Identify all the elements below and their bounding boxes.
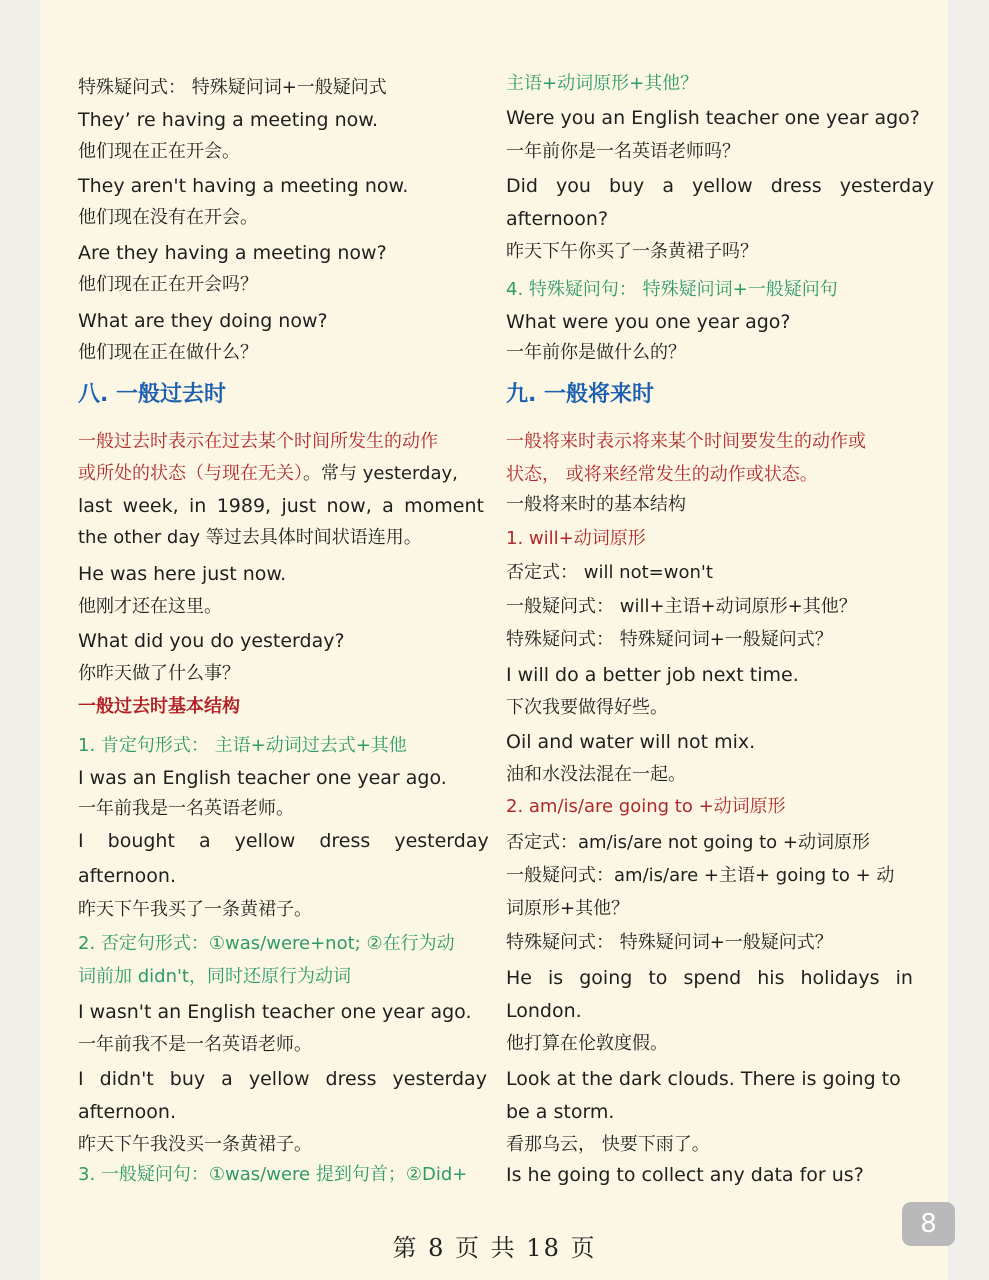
definition-line: 一般将来时的基本结构 [506, 494, 686, 515]
definition-line: 一般将来时表示将来某个时间要发生的动作或 [506, 431, 866, 452]
example-line: I was an English teacher one year ago. [78, 767, 447, 789]
text-line: 他们现在正在开会。 [78, 141, 240, 162]
definition-text-red: 或所处的状态（与现在无关） [78, 463, 303, 484]
text-line: 他们现在没有在开会。 [78, 207, 258, 228]
example-line: Look at the dark clouds. There is going to [506, 1068, 901, 1090]
rule-line: 2. am/is/are going to +动词原形 [506, 796, 786, 817]
text-line: They aren't having a meeting now. [78, 175, 409, 197]
example-line: What were you one year ago? [506, 311, 791, 333]
definition-text: 。常与 yesterday, [303, 463, 458, 484]
rule-line: 1. 肯定句形式： 主语+动词过去式+其他 [78, 735, 407, 756]
rule-line: 特殊疑问式： 特殊疑问词+一般疑问式？ [506, 932, 833, 953]
definition-line [78, 461, 484, 487]
example-line: 他打算在伦敦度假。 [506, 1033, 668, 1054]
example-line: Did you buy a yellow dress yesterday [506, 175, 935, 197]
definition-line: 状态， 或将来经常发生的动作或状态。 [506, 464, 818, 485]
rule-line: 否定式： will not=won't [506, 562, 713, 583]
rule-line: 否定式：am/is/are not going to +动词原形 [506, 832, 870, 853]
example-line: I wasn't an English teacher one year ago. [78, 1001, 472, 1023]
section-heading-past-tense: 八. 一般过去时 [78, 382, 227, 407]
example-line: I didn't buy a yellow dress yesterday [78, 1068, 487, 1090]
rule-line: 一般疑问式： will+主语+动词原形+其他？ [506, 596, 857, 617]
text-line: What are they doing now? [78, 310, 328, 332]
text-line: 特殊疑问式： 特殊疑问词+一般疑问式 [78, 77, 387, 98]
example-line: 一年前你是做什么的？ [506, 342, 686, 363]
rule-line: 特殊疑问式： 特殊疑问词+一般疑问式？ [506, 629, 833, 650]
example-line: 一年前我是一名英语老师。 [78, 798, 294, 819]
example-line: 你昨天做了什么事？ [78, 663, 240, 684]
example-line: 一年前你是一名英语老师吗？ [506, 141, 740, 162]
page-badge[interactable]: 8 [902, 1202, 955, 1246]
rule-line: 1. will+动词原形 [506, 528, 646, 549]
example-line: afternoon? [506, 208, 609, 230]
definition-line: 一般过去时表示在过去某个时间所发生的动作 [78, 431, 438, 452]
rule-line: 一般疑问式：am/is/are +主语+ going to + 动 [506, 865, 895, 886]
rule-line: 词原形+其他？ [506, 898, 630, 919]
example-line: 油和水没法混在一起。 [506, 764, 686, 785]
example-line: 他刚才还在这里。 [78, 596, 222, 617]
example-line: 昨天下午你买了一条黄裙子吗？ [506, 241, 758, 262]
rule-line: 3. 一般疑问句：①was/were 提到句首；②Did+ [78, 1164, 468, 1185]
example-line: What did you do yesterday? [78, 630, 345, 652]
example-line: afternoon. [78, 1101, 176, 1123]
example-line: 昨天下午我买了一条黄裙子。 [78, 899, 312, 920]
example-line: Were you an English teacher one year ago? [506, 107, 920, 129]
example-line: 昨天下午我没买一条黄裙子。 [78, 1134, 312, 1155]
example-line: Oil and water will not mix. [506, 731, 756, 753]
definition-line: the other day 等过去具体时间状语连用。 [78, 527, 422, 548]
example-line: afternoon. [78, 865, 176, 887]
example-line: be a storm. [506, 1101, 615, 1123]
definition-line: last week, in 1989, just now, a moment [78, 495, 484, 517]
text-line: Are they having a meeting now? [78, 242, 387, 264]
example-line: 看那乌云， 快要下雨了。 [506, 1134, 710, 1155]
page-number-footer: 第 8 页 共 18 页 [392, 1234, 597, 1262]
example-line: London. [506, 1000, 582, 1022]
text-line: 他们现在正在开会吗？ [78, 274, 258, 295]
rule-line: 词前加 didn't，同时还原行为动词 [78, 966, 351, 987]
example-line: I will do a better job next time. [506, 664, 799, 686]
rule-line: 2. 否定句形式：①was/were+not; ②在行为动 [78, 933, 455, 954]
example-line: He is going to spend his holidays in [506, 967, 913, 989]
rule-line: 主语+动词原形+其他？ [506, 73, 699, 94]
example-line: 下次我要做得好些。 [506, 697, 668, 718]
rule-line: 4. 特殊疑问句： 特殊疑问词+一般疑问句 [506, 279, 838, 300]
section-heading-future-tense: 九. 一般将来时 [506, 382, 655, 407]
text-line: 他们现在正在做什么？ [78, 342, 258, 363]
example-line: He was here just now. [78, 563, 287, 585]
example-line: 一年前我不是一名英语老师。 [78, 1034, 312, 1055]
structure-heading: 一般过去时基本结构 [78, 696, 240, 717]
example-line: I bought a yellow dress yesterday [78, 830, 489, 852]
example-line: Is he going to collect any data for us? [506, 1164, 864, 1186]
text-line: They’ re having a meeting now. [78, 109, 379, 131]
